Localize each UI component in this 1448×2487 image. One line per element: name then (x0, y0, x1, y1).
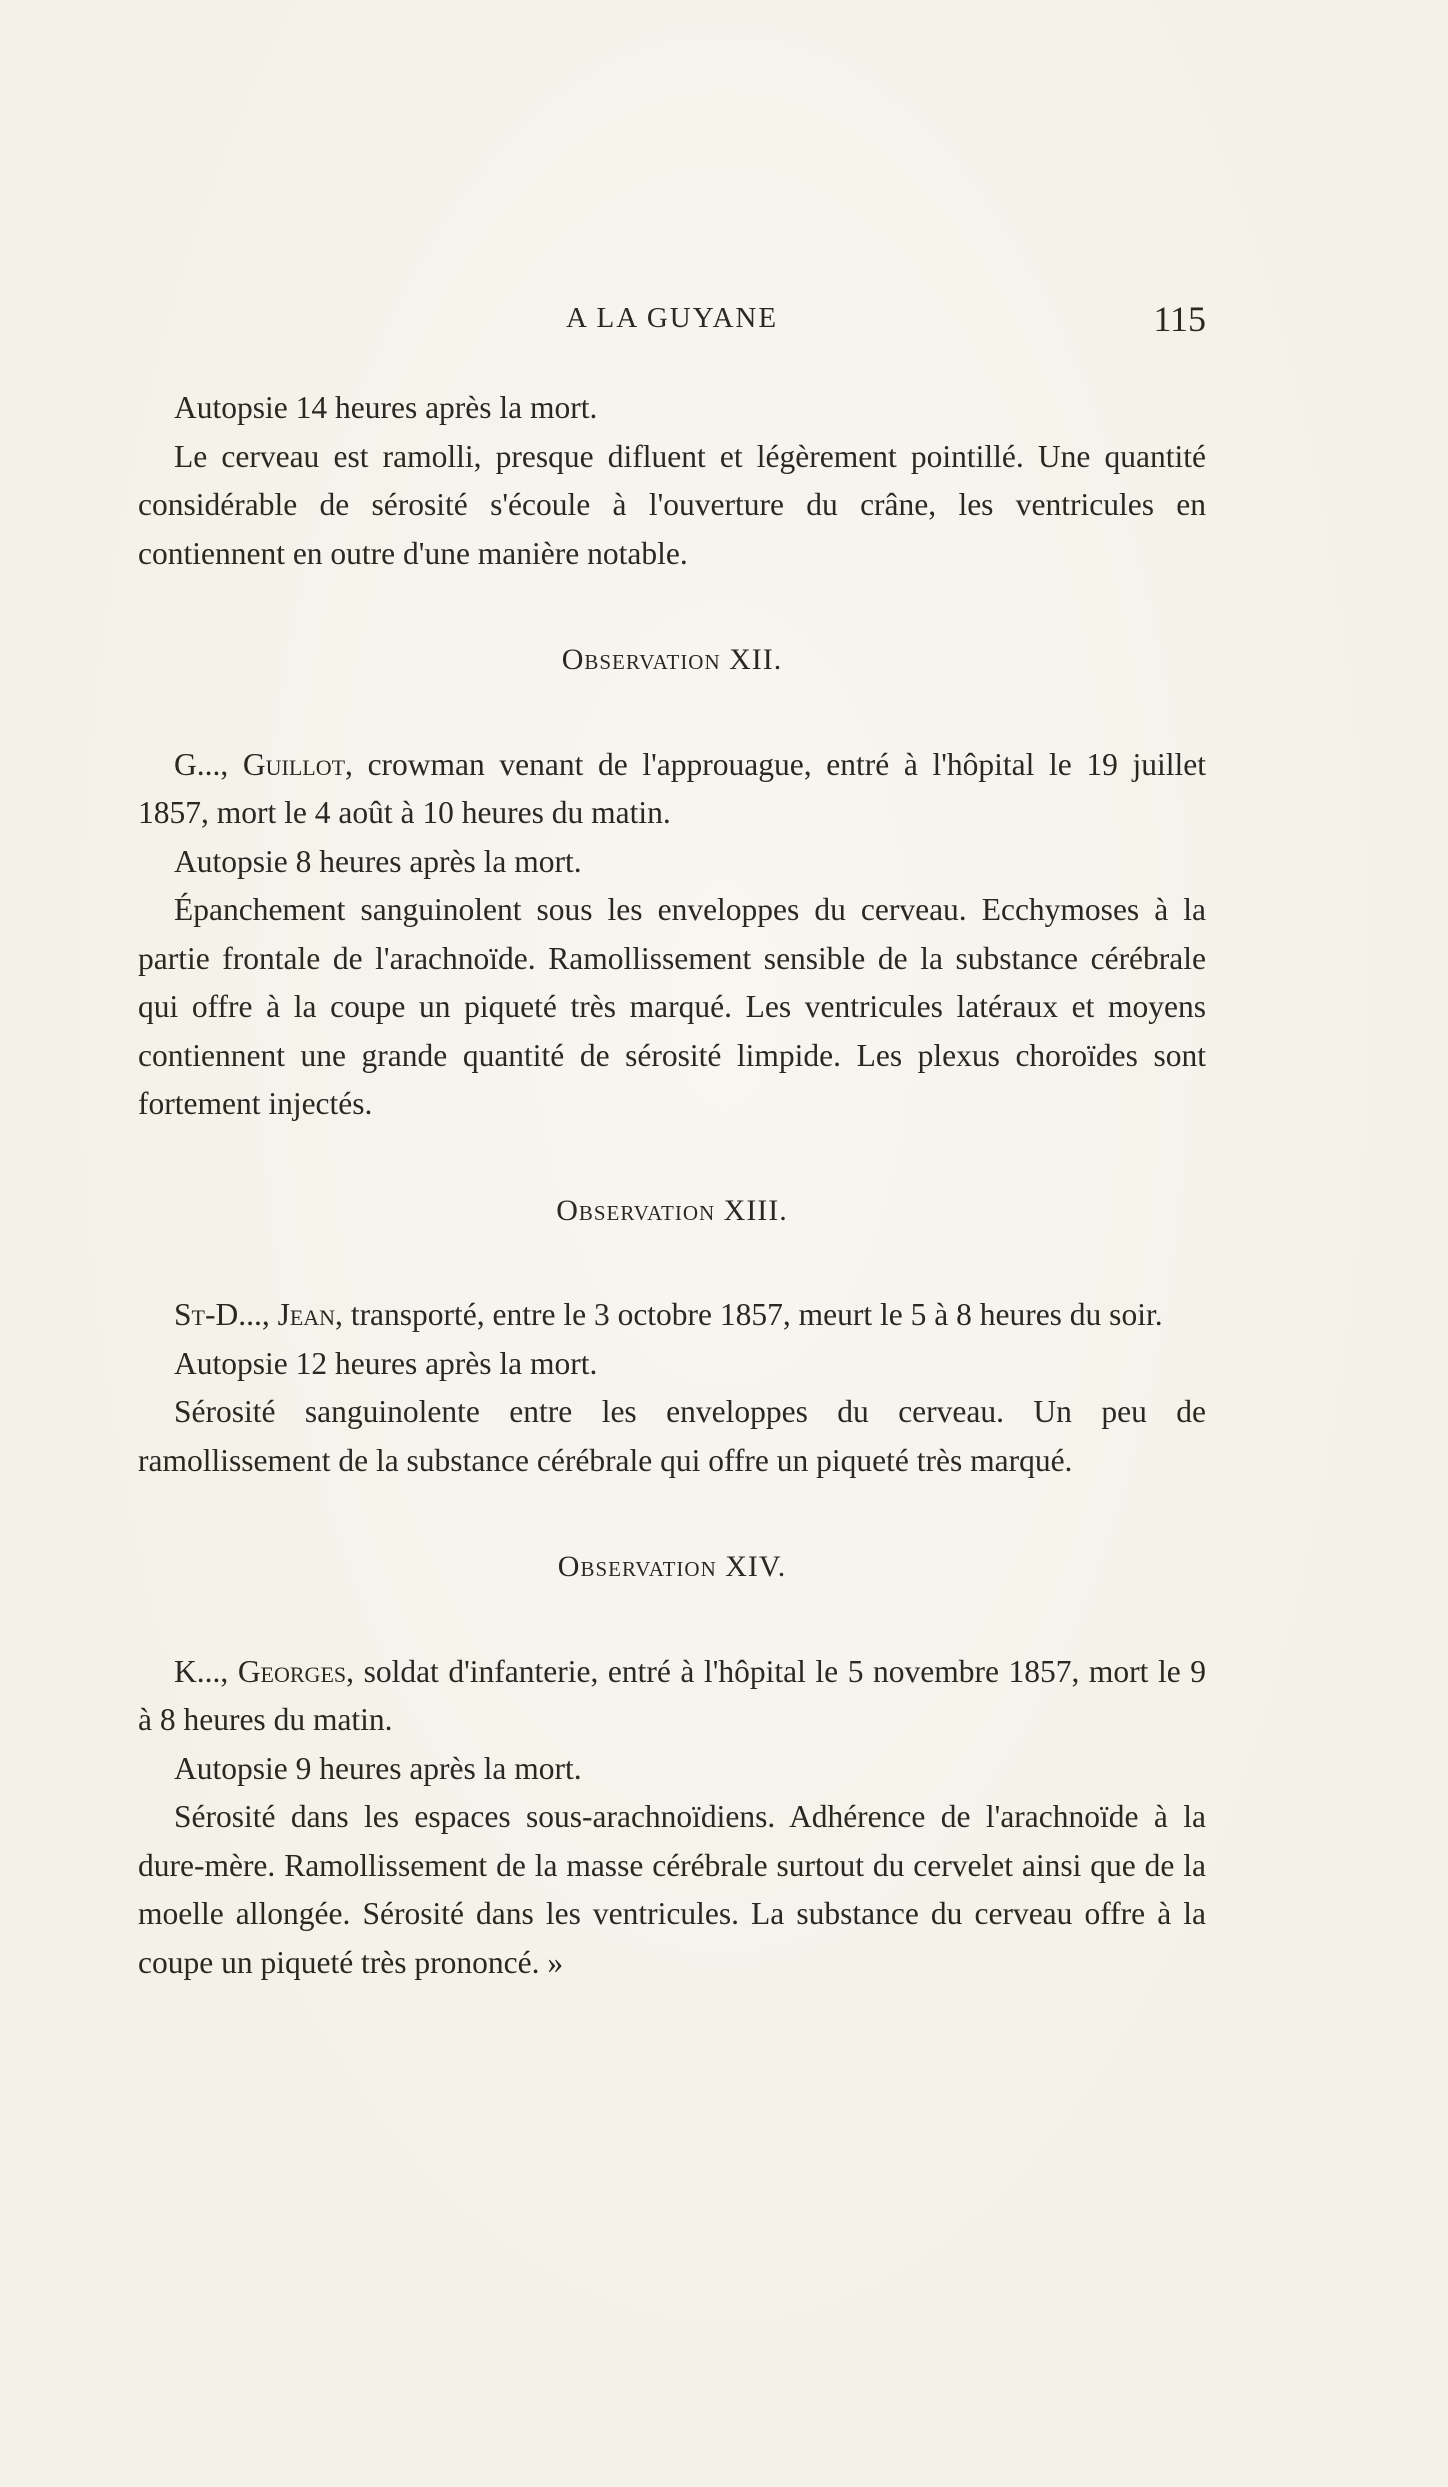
running-title: A LA GUYANE (565, 302, 779, 334)
patient-name: Guillot, (242, 746, 353, 782)
case-text: transporté, entre le 3 octobre 1857, meurt le 5 à 8 heures du soir. (350, 1297, 1163, 1332)
patient-name: Georges, (237, 1653, 354, 1689)
page-number: 115 (1153, 299, 1206, 339)
running-head (138, 298, 1206, 342)
observation-heading: Observation XIV. (557, 1550, 787, 1583)
intro-autopsy: Autopsie 14 heures après la mort. (174, 390, 598, 425)
autopsy-line: Autopsie 9 heures après la mort. (174, 1750, 582, 1786)
case-description (138, 1291, 1206, 1340)
observation-heading: Observation XII. (561, 643, 783, 676)
intro-findings: Le cerveau est ramolli, presque difluent et légèrement pointillé. Une quantité considérable de sérosité s'écoule à l'ouverture du crâne, les ventricules en contiennent en outre d'une manière notable. (138, 438, 1206, 571)
patient-initial: St-D..., (174, 1297, 270, 1332)
observation-heading: Observation XIII. (556, 1193, 788, 1227)
patient-initial: G..., (174, 746, 229, 782)
autopsy-findings: Sérosité sanguinolente entre les enveloppes du cerveau. Un peu de ramollissement de la substance cérébrale qui offre un piqueté très marqué. (138, 1394, 1206, 1478)
case-description (138, 1648, 1206, 1745)
autopsy-findings: Épanchement sanguinolent sous les enveloppes du cerveau. Ecchymoses à la partie frontale de l'arachnoïde. Ramollissement sensible de la substance cérébrale qui offre à la coupe un piqueté très marqué. Les ventricules latéraux et moyens contiennent une grande quantité de sérosité limpide. Les plexus choroïdes sont fortement injectés. (138, 892, 1206, 1121)
autopsy-line: Autopsie 12 heures après la mort. (174, 1345, 598, 1381)
case-text: crowman venant de l'approuague, entré à l'hôpital le 19 juillet 1857, mort le 4 août à 10 heures du matin. (138, 746, 1206, 830)
autopsy-line: Autopsie 8 heures après la mort. (174, 843, 582, 879)
case-description (138, 741, 1206, 838)
case-text: soldat d'infanterie, entré à l'hôpital le 5 novembre 1857, mort le 9 à 8 heures du matin. (138, 1653, 1207, 1737)
patient-initial: K..., (174, 1653, 229, 1689)
autopsy-findings: Sérosité dans les espaces sous-arachnoïdiens. Adhérence de l'arachnoïde à la dure-mère. Ramollissement de la masse cérébrale surtout du cervelet ainsi que de la moelle allongée. Sérosité dans les ventricules. La substance du cerveau offre à la coupe un piqueté très prononcé. » (138, 1799, 1206, 1980)
patient-name: Jean, (277, 1297, 343, 1332)
body-text (138, 384, 1206, 1987)
